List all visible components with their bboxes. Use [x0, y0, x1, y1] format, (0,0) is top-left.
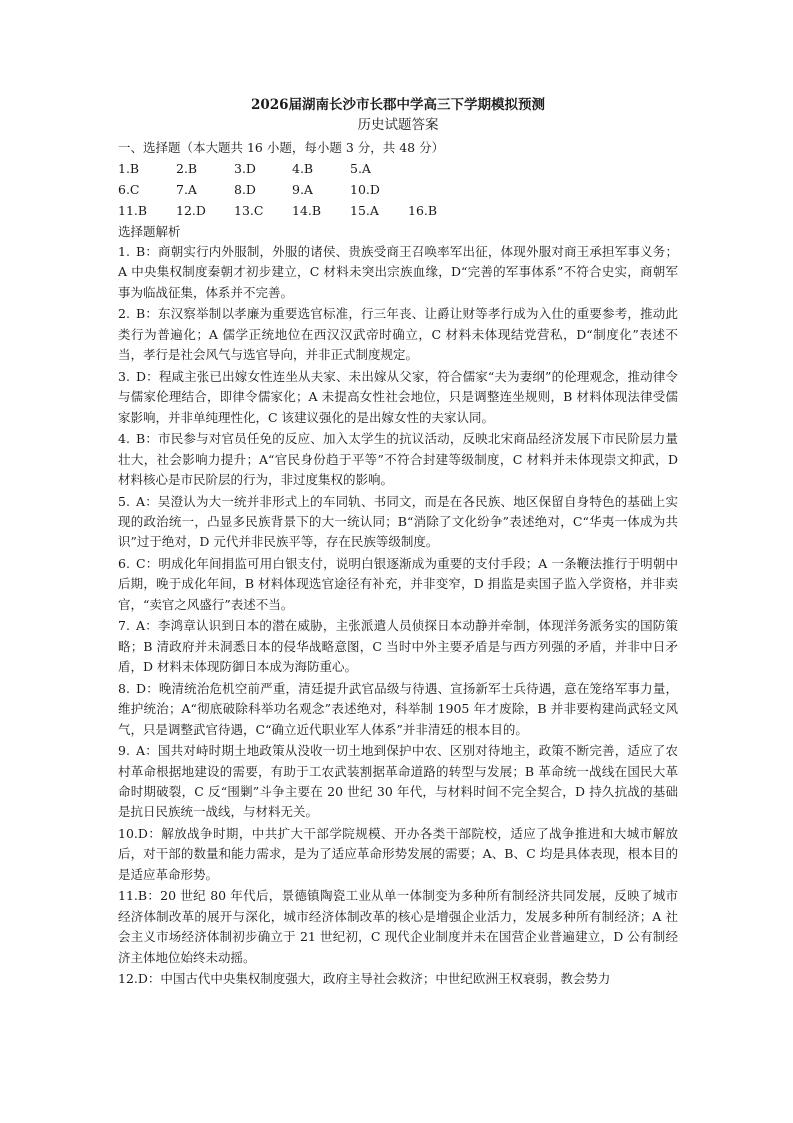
answer-row — [118, 179, 678, 200]
explanation-item — [118, 679, 678, 740]
item-number: 11. — [118, 888, 138, 904]
item-text: D：中国古代中央集权制度强大，政府主导社会救济；中世纪欧洲王权衰弱，教会势力 — [137, 971, 611, 987]
item-text: A：吴澄认为大一统并非形式上的车同轨、书同文，而是在各民族、地区保留自身特色的基础上实现的政治统一，凸显多民族背景下的大一统认同；B“消除了文化纷争”表述绝对，C“华夷一体成为共识”过于绝对，D 元代并非民族平等，存在民族等级制度。 — [118, 493, 678, 550]
item-text: D：程咸主张已出嫁女性连坐从夫家、未出嫁从父家，符合儒家“夫为妻纲”的伦理观念，推动律令与儒家伦理结合，即律令儒家化；A 未提高女性社会地位，只是调整连坐规则，B 材料体现法律受儒家影响，并非单纯理性化，C 该建议强化的是出嫁女性的夫家认同。 — [118, 368, 678, 425]
item-number: 6. — [118, 556, 130, 572]
item-text: D：晚清统治危机空前严重，清廷提升武官品级与待遇、宣扬新军士兵待遇，意在笼络军事力量，维护统治；A“彻底破除科举功名观念”表述绝对，科举制 1905 年才废除，B 并非要构建尚武轻文风气，只是调整武官待遇，C“确立近代职业军人体系”并非清廷的根本目的。 — [118, 680, 678, 737]
answer-cell: 10.D — [350, 182, 380, 197]
answer-cell: 16.B — [408, 203, 438, 218]
item-text: C：明成化年间捐监可用白银支付，说明白银逐渐成为重要的支付手段；A 一条鞭法推行于明朝中后期，晚于成化年间，B 材料体现选官途径有补充，并非变窄，D 捐监是卖国子监入学资格，并非卖官，“卖官之风盛行”表述不当。 — [118, 556, 678, 612]
answer-cell: 9.A — [292, 182, 313, 197]
item-text: A：李鸿章认识到日本的潜在威胁，主张派遣人员侦探日本动静并牵制，体现洋务派务实的国防策略；B 清政府并未洞悉日本的侵华战略意图，C 当时中外主要矛盾是与西方列强的矛盾，并非中日矛盾，D 材料未体现防御日本成为海防重心。 — [118, 618, 678, 675]
explanation-item — [118, 969, 678, 989]
answer-row — [118, 158, 678, 179]
item-number: 9. — [118, 743, 130, 759]
item-number: 2. — [118, 306, 130, 322]
explanation-item — [118, 554, 678, 615]
item-number: 12. — [118, 971, 138, 987]
explanation-item — [118, 242, 678, 303]
answer-cell: 5.A — [350, 161, 371, 176]
answer-grid — [118, 158, 678, 221]
item-text: B：东汉察举制以孝廉为重要选官标准，行三年丧、让爵让财等孝行成为入仕的重要参考，推动此类行为普遍化；A 儒学正统地位在西汉汉武帝时确立，C 材料未体现结党营私，D“制度化”表述不当，孝行是社会风气与选官导向，并非正式制度规定。 — [118, 306, 678, 363]
page-subtitle: 历史试题答案 — [357, 117, 439, 133]
explanation-item — [118, 616, 678, 677]
answer-cell: 3.D — [234, 161, 256, 176]
explanation-item — [118, 367, 678, 428]
explanation-item — [118, 492, 678, 553]
answer-cell: 12.D — [176, 203, 206, 218]
answer-cell: 1.B — [118, 161, 140, 176]
answer-cell: 15.A — [350, 203, 379, 218]
answer-cell: 4.B — [292, 161, 314, 176]
explanation-item — [118, 304, 678, 365]
answer-cell: 14.B — [292, 203, 322, 218]
item-text: B：商朝实行内外服制，外服的诸侯、贵族受商王召唤率军出征，体现外服对商王承担军事义务；A 中央集权制度秦朝才初步建立，C 材料未突出宗族血缘，D“完善的军事体系”不符合史实，商朝军事为临战征集，体系并不完善。 — [118, 244, 678, 300]
explanation-item — [118, 429, 678, 490]
explanation-item — [118, 886, 678, 968]
item-number: 10. — [118, 826, 138, 842]
answer-cell: 8.D — [234, 182, 256, 197]
page-title: 2026届湖南长沙市长郡中学高三下学期模拟预测 — [250, 97, 546, 113]
answer-row — [118, 200, 678, 221]
item-number: 7. — [118, 618, 130, 634]
item-number: 5. — [118, 493, 130, 509]
document-page — [118, 96, 678, 991]
item-number: 8. — [118, 680, 130, 696]
section-heading: 一、选择题（本大题共 16 小题，每小题 3 分，共 48 分） — [118, 140, 445, 155]
answer-cell: 2.B — [176, 161, 198, 176]
item-text: A：国共对峙时期土地政策从没收一切土地到保护中农、区别对待地主，政策不断完善，适应了农村革命根据地建设的需要，有助于工农武装割据革命道路的转型与发展；B 革命统一战线在国民大革命时期破裂，C 反“围剿”斗争主要在 20 世纪 30 年代，与材料时间不完全契合，D 持久抗战的基础是抗日民族统一战线，与材料无关。 — [118, 743, 678, 820]
answer-cell: 13.C — [234, 203, 264, 218]
item-number: 1. — [118, 244, 130, 259]
answer-cell: 6.C — [118, 182, 140, 197]
item-text: B：20 世纪 80 年代后，景德镇陶瓷工业从单一体制变为多种所有制经济共同发展，反映了城市经济体制改革的展开与深化，城市经济体制改革的核心是增强企业活力，发展多种所有制经济；A 社会主义市场经济体制初步确立于 21 世纪初，C 现代企业制度并未在国营企业普遍建立，D 公有制经济主体地位始终未动摇。 — [118, 888, 678, 965]
answer-cell: 11.B — [118, 203, 148, 218]
item-text: B：市民参与对官员任免的反应、加入太学生的抗议活动，反映北宋商品经济发展下市民阶层力量壮大，社会影响力提升；A“官民身份趋于平等”不符合封建等级制度，C 材料并未体现崇文抑武，D 材料核心是市民阶层的行为，非过度集权的影响。 — [118, 431, 678, 488]
answer-cell: 7.A — [176, 182, 197, 197]
item-number: 4. — [118, 431, 130, 447]
explanation-item — [118, 824, 678, 885]
explanation-list — [118, 242, 678, 990]
explanation-item — [118, 741, 678, 823]
item-text: D：解放战争时期，中共扩大干部学院规模、开办各类干部院校，适应了战争推进和大城市解放后，对干部的数量和能力需求，是为了适应革命形势发展的需要；A、B、C 均是具体表现，根本目的是适应革命形势。 — [118, 826, 678, 882]
item-number: 3. — [118, 368, 130, 384]
explanation-heading: 选择题解析 — [118, 224, 181, 239]
